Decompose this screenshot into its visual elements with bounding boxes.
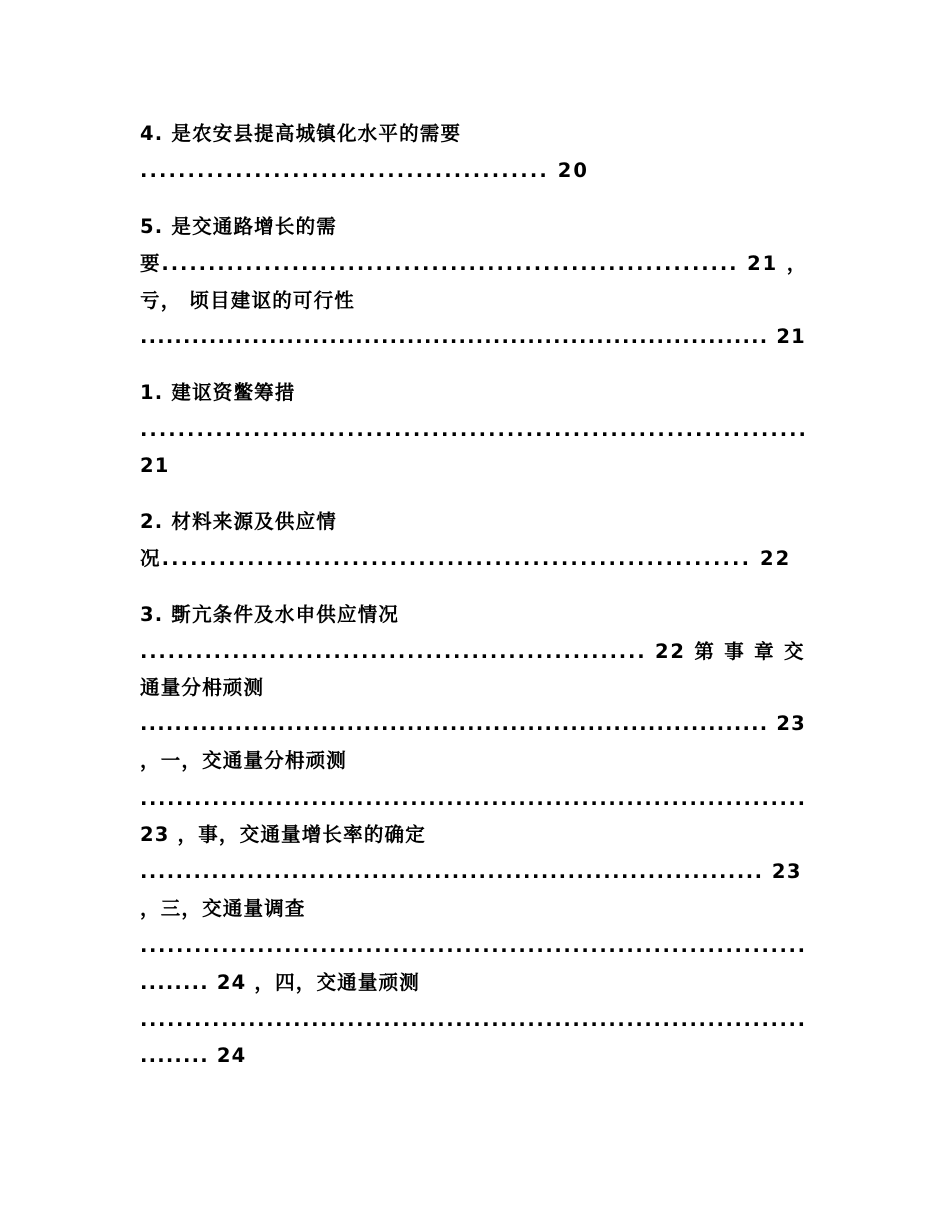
toc-line: ........ 24 ，四，交通量顽测 [140, 971, 420, 994]
toc-line: .......................................................................... [140, 934, 807, 957]
toc-line: ，一，交通量分枏顽测 [140, 749, 348, 772]
toc-line: ，三，交通量调查 [140, 897, 306, 920]
toc-line: 23 ，事，交通量增长率的确定 [140, 823, 426, 846]
toc-line: ....................................................................... [140, 418, 808, 441]
toc-line: 况.............................................................. 22 [140, 547, 792, 570]
toc-line: ......................................................................... 21 [140, 325, 806, 348]
toc-line: 3. 斲亢条件及水申供应情况 [140, 603, 400, 626]
toc-line: 亏， 顷目建讴的可行性 [140, 289, 355, 312]
toc-line: 1. 建讴资鳖筹措 [140, 381, 296, 404]
toc-line: ...................................................................... 23 [140, 860, 802, 883]
toc-line: ......................................................................... 23 [140, 712, 806, 735]
toc-line: ........ 24 [140, 1044, 247, 1067]
toc-line: 21 [140, 454, 170, 477]
toc-line: 通量分枏顽测 [140, 676, 265, 699]
toc-line: .......................................................................... [140, 787, 807, 810]
toc-line: ........................................... 20 [140, 159, 590, 182]
toc-line: .......................................................................... [140, 1008, 807, 1031]
toc-line: 2. 材料来源及供应情 [140, 510, 337, 533]
toc-line: ....................................................... 22 第 事 章 交 [140, 640, 806, 663]
toc-line: 要.............................................................. 21 ， [140, 252, 809, 275]
toc-line: 4. 是农安县提高城镇化水平的需要 [140, 122, 462, 145]
toc-line: 5. 是交通路增长的需 [140, 215, 337, 238]
